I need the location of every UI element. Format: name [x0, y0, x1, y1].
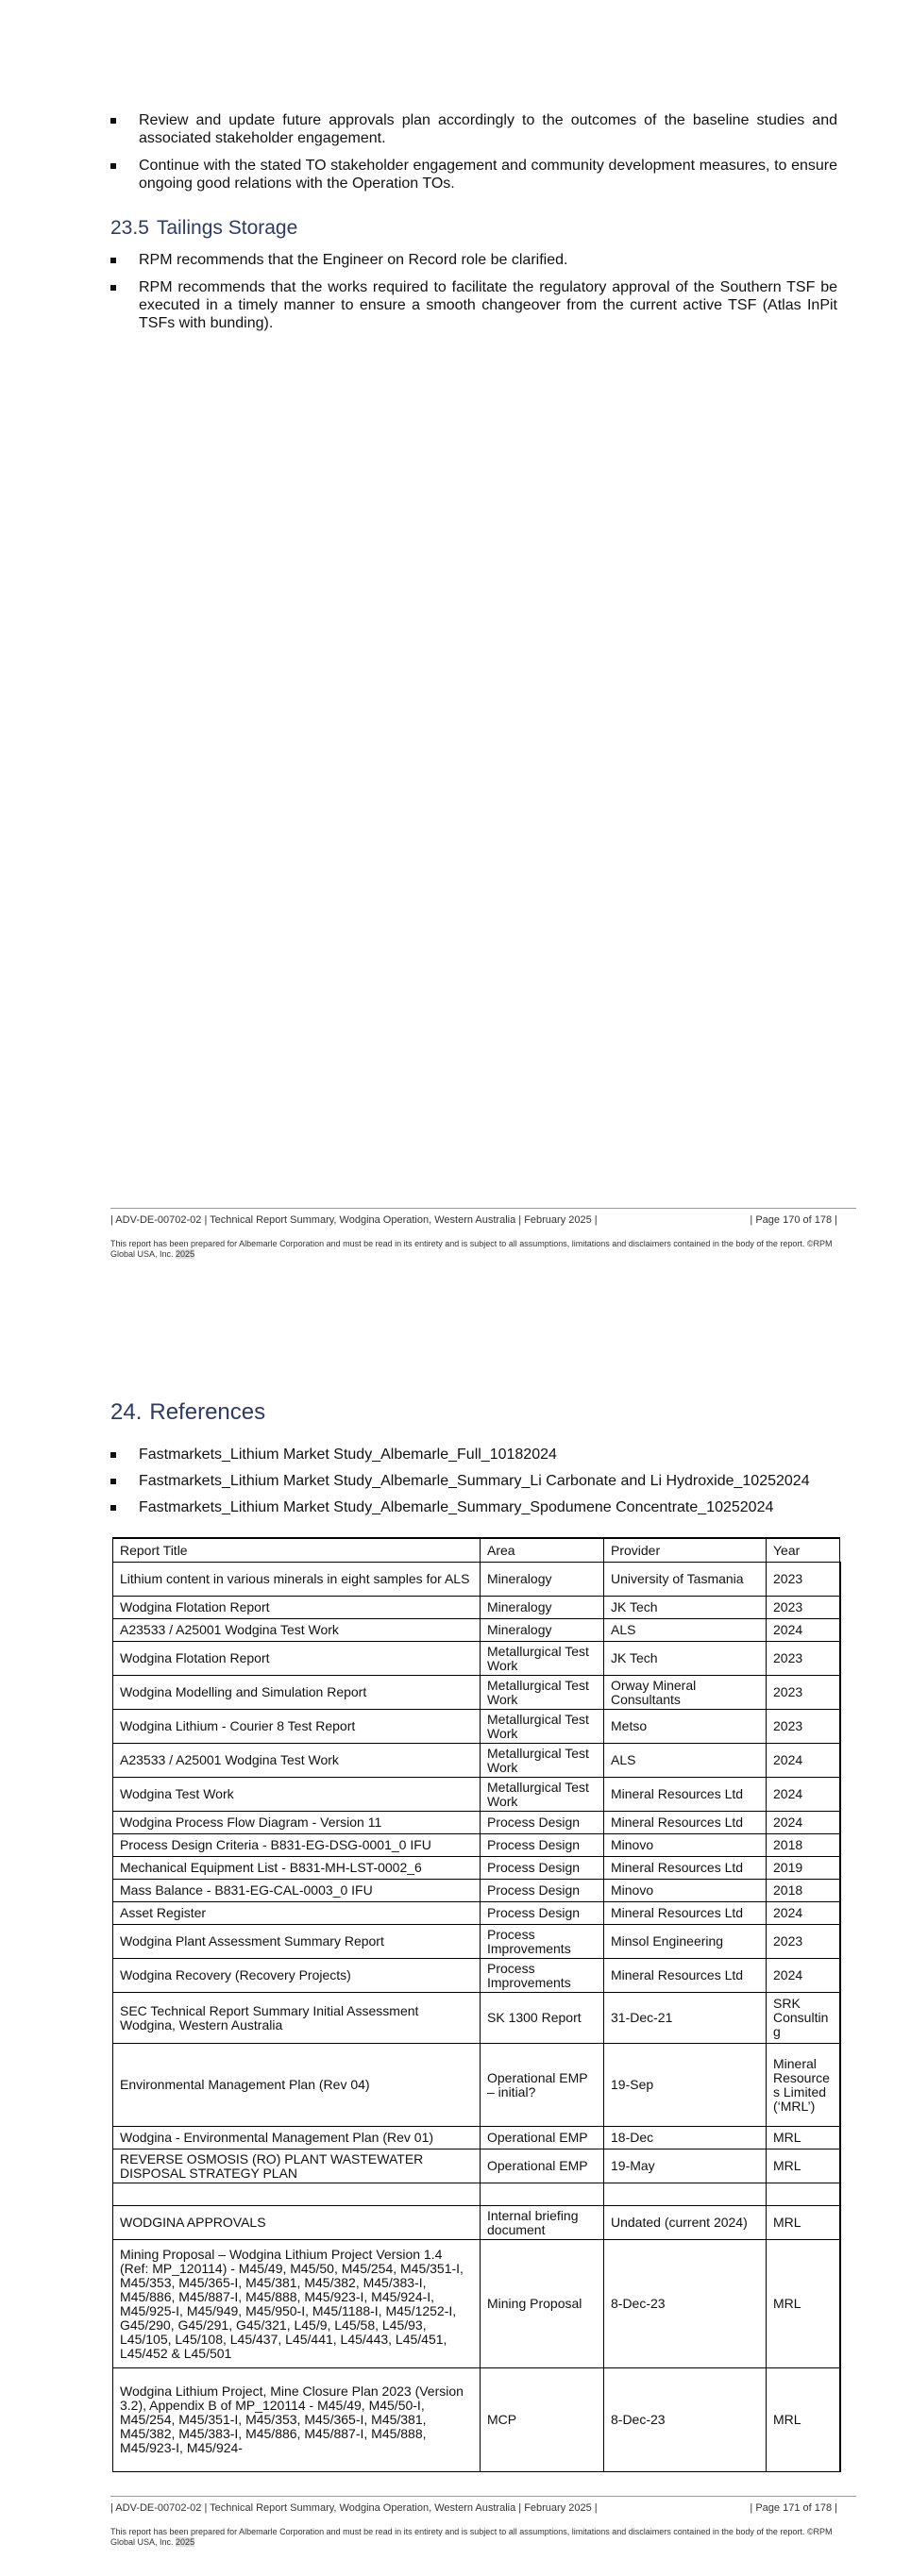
table-row	[113, 1619, 840, 1642]
cell-year: 2023	[767, 1710, 840, 1744]
cell-provider: ALS	[604, 1619, 767, 1642]
table-row	[113, 2240, 840, 2368]
table-row	[113, 1857, 840, 1880]
cell-report-title: Wodgina Lithium - Courier 8 Test Report	[113, 1710, 481, 1744]
cell-report-title: Wodgina Flotation Report	[113, 1597, 481, 1619]
cell-area: Mineralogy	[481, 1597, 604, 1619]
page-footer	[110, 1208, 856, 1260]
cell-year: 2018	[767, 1880, 840, 1902]
cell-provider: JK Tech	[604, 1642, 767, 1676]
bullet-item: Fastmarkets_Lithium Market Study_Albemarle_Full_10182024	[110, 1446, 837, 1464]
square-bullet-icon	[110, 163, 116, 169]
cell-area: Internal briefing document	[481, 2206, 604, 2240]
cell-area: Process Design	[481, 1902, 604, 1925]
footer-page-number: | Page 170 of 178 |	[750, 1214, 837, 1226]
cell-year: MRL	[767, 2368, 840, 2472]
footer-year: 2025	[176, 1249, 195, 1259]
cell-report-title: Wodgina Modelling and Simulation Report	[113, 1676, 481, 1710]
bullet-item: Fastmarkets_Lithium Market Study_Albemarle_Summary_Li Carbonate and Li Hydroxide_10252024	[110, 1472, 837, 1490]
cell-area: Process Improvements	[481, 1925, 604, 1959]
cell-year: MRL	[767, 2127, 840, 2149]
cell-report-title: Mining Proposal – Wodgina Lithium Project Version 1.4 (Ref: MP_120114) - M45/49, M45/50, M45/254, M45/351-I, M45/353, M45/365-I, M45/381, M45/382, M45/383-I, M45/886, M45/887-I, M45/888, M45/923-I, M45/924-I, M45/925-I, M45/949, M45/950-I, M45/1188-I, M45/1252-I, G45/290, G45/291, G45/321, L45/9, L45/58, L45/93, L45/105, L45/108, L45/437, L45/441, L45/443, L45/451, L45/452 & L45/501	[113, 2240, 481, 2368]
cell-report-title	[113, 2183, 481, 2206]
cell-area: MCP	[481, 2368, 604, 2472]
table-row	[113, 1812, 840, 1834]
bullet-item: Review and update future approvals plan accordingly to the outcomes of the baseline studies and associated stakeholder engagement.	[110, 111, 837, 147]
cell-area: Operational EMP	[481, 2127, 604, 2149]
square-bullet-icon	[110, 1505, 116, 1511]
cell-report-title: A23533 / A25001 Wodgina Test Work	[113, 1744, 481, 1778]
cell-year: 2023	[767, 1642, 840, 1676]
cell-provider: Mineral Resources Ltd	[604, 1902, 767, 1925]
table-row	[113, 1642, 840, 1676]
cell-provider: Metso	[604, 1710, 767, 1744]
approvals-bullet-list	[110, 111, 837, 202]
table-row	[113, 2149, 840, 2183]
bullet-item: Fastmarkets_Lithium Market Study_Albemarle_Summary_Spodumene Concentrate_10252024	[110, 1498, 837, 1516]
cell-report-title: Process Design Criteria - B831-EG-DSG-0001_0 IFU	[113, 1834, 481, 1857]
cell-provider: Mineral Resources Ltd	[604, 1778, 767, 1812]
column-header-report-title: Report Title	[113, 1538, 481, 1563]
cell-year: 2024	[767, 1744, 840, 1778]
square-bullet-icon	[110, 1479, 116, 1484]
table-row	[113, 1834, 840, 1857]
table-row	[113, 1710, 840, 1744]
cell-year: 2023	[767, 1925, 840, 1959]
cell-provider: 8-Dec-23	[604, 2368, 767, 2472]
cell-provider: Orway Mineral Consultants	[604, 1676, 767, 1710]
cell-year: 2018	[767, 1834, 840, 1857]
cell-area: Mining Proposal	[481, 2240, 604, 2368]
cell-area: Metallurgical Test Work	[481, 1744, 604, 1778]
cell-provider: 19-May	[604, 2149, 767, 2183]
cell-area	[481, 2183, 604, 2206]
cell-report-title: Wodgina Test Work	[113, 1778, 481, 1812]
cell-report-title: Mass Balance - B831-EG-CAL-0003_0 IFU	[113, 1880, 481, 1902]
table-row	[113, 1880, 840, 1902]
section-heading-references: 24. References	[110, 1399, 266, 1425]
cell-area: Metallurgical Test Work	[481, 1710, 604, 1744]
cell-area: Process Design	[481, 1880, 604, 1902]
column-header-area: Area	[481, 1538, 604, 1563]
cell-area: Process Design	[481, 1834, 604, 1857]
cell-area: Operational EMP	[481, 2149, 604, 2183]
cell-area: SK 1300 Report	[481, 1993, 604, 2044]
footer-document-info: | ADV-DE-00702-02 | Technical Report Summary, Wodgina Operation, Western Australia | February 2025 |	[110, 2502, 598, 2514]
cell-provider: 8-Dec-23	[604, 2240, 767, 2368]
column-header-year: Year	[767, 1538, 840, 1563]
cell-report-title: Lithium content in various minerals in eight samples for ALS	[113, 1563, 481, 1597]
square-bullet-icon	[110, 118, 116, 124]
footer-divider	[110, 2496, 856, 2497]
table-row	[113, 2206, 840, 2240]
bullet-item: RPM recommends that the Engineer on Record role be clarified.	[110, 251, 837, 269]
cell-provider: Mineral Resources Ltd	[604, 1812, 767, 1834]
cell-area: Metallurgical Test Work	[481, 1642, 604, 1676]
page-footer	[110, 2496, 856, 2548]
tailings-bullet-list	[110, 251, 837, 342]
table-row	[113, 2368, 840, 2472]
footer-disclaimer: This report has been prepared for Albemarle Corporation and must be read in its entirety and is subject to all assumptions, limitations and disclaimers contained in the body of the report. ©RPM Global USA, Inc. 2025	[110, 1239, 833, 1259]
table-row	[113, 2183, 840, 2206]
cell-year	[767, 2183, 840, 2206]
cell-year: 2019	[767, 1857, 840, 1880]
cell-provider: Minsol Engineering	[604, 1925, 767, 1959]
cell-provider	[604, 2183, 767, 2206]
table-row	[113, 1925, 840, 1959]
cell-provider: JK Tech	[604, 1597, 767, 1619]
cell-year: 2024	[767, 1812, 840, 1834]
table-row	[113, 1778, 840, 1812]
cell-report-title: SEC Technical Report Summary Initial Assessment Wodgina, Western Australia	[113, 1993, 481, 2044]
cell-year: 2024	[767, 1902, 840, 1925]
cell-report-title: WODGINA APPROVALS	[113, 2206, 481, 2240]
table-row	[113, 2044, 840, 2127]
table-row	[113, 1744, 840, 1778]
cell-year: 2024	[767, 1619, 840, 1642]
cell-provider: Mineral Resources Ltd	[604, 1959, 767, 1993]
cell-area: Operational EMP – initial?	[481, 2044, 604, 2127]
cell-report-title: REVERSE OSMOSIS (RO) PLANT WASTEWATER DISPOSAL STRATEGY PLAN	[113, 2149, 481, 2183]
table-row	[113, 1597, 840, 1619]
square-bullet-icon	[110, 285, 116, 291]
cell-area: Mineralogy	[481, 1619, 604, 1642]
cell-report-title: Mechanical Equipment List - B831-MH-LST-0002_6	[113, 1857, 481, 1880]
cell-provider: 18-Dec	[604, 2127, 767, 2149]
references-table	[112, 1537, 841, 2472]
cell-area: Metallurgical Test Work	[481, 1676, 604, 1710]
cell-area: Process Design	[481, 1812, 604, 1834]
table-row	[113, 1959, 840, 1993]
footer-year: 2025	[176, 2537, 195, 2547]
cell-provider: Minovo	[604, 1834, 767, 1857]
cell-provider: University of Tasmania	[604, 1563, 767, 1597]
cell-report-title: Environmental Management Plan (Rev 04)	[113, 2044, 481, 2127]
cell-year: SRK Consulting	[767, 1993, 840, 2044]
cell-year: 2023	[767, 1676, 840, 1710]
table-row	[113, 1993, 840, 2044]
square-bullet-icon	[110, 258, 116, 263]
bullet-item: Continue with the stated TO stakeholder engagement and community development measures, to ensure ongoing good relations with the Operation TOs.	[110, 157, 837, 192]
cell-report-title: Wodgina Recovery (Recovery Projects)	[113, 1959, 481, 1993]
cell-year: 2023	[767, 1597, 840, 1619]
cell-provider: Minovo	[604, 1880, 767, 1902]
footer-document-info: | ADV-DE-00702-02 | Technical Report Summary, Wodgina Operation, Western Australia | February 2025 |	[110, 1214, 598, 1226]
cell-report-title: Asset Register	[113, 1902, 481, 1925]
cell-provider: 31-Dec-21	[604, 1993, 767, 2044]
cell-report-title: Wodgina Process Flow Diagram - Version 11	[113, 1812, 481, 1834]
cell-report-title: Wodgina Flotation Report	[113, 1642, 481, 1676]
table-row	[113, 1563, 840, 1597]
table-row	[113, 1676, 840, 1710]
cell-year: MRL	[767, 2240, 840, 2368]
cell-area: Process Improvements	[481, 1959, 604, 1993]
column-header-provider: Provider	[604, 1538, 767, 1563]
cell-year: 2024	[767, 1959, 840, 1993]
section-heading-tailings-storage: 23.5 Tailings Storage	[110, 217, 298, 239]
footer-page-number: | Page 171 of 178 |	[750, 2502, 837, 2514]
table-row	[113, 1902, 840, 1925]
cell-year: 2023	[767, 1563, 840, 1597]
footer-divider	[110, 1208, 856, 1209]
cell-report-title: A23533 / A25001 Wodgina Test Work	[113, 1619, 481, 1642]
cell-year: 2024	[767, 1778, 840, 1812]
cell-report-title: Wodgina - Environmental Management Plan (Rev 01)	[113, 2127, 481, 2149]
footer-disclaimer: This report has been prepared for Albemarle Corporation and must be read in its entirety and is subject to all assumptions, limitations and disclaimers contained in the body of the report. ©RPM Global USA, Inc. 2025	[110, 2527, 833, 2547]
cell-report-title: Wodgina Plant Assessment Summary Report	[113, 1925, 481, 1959]
cell-area: Mineralogy	[481, 1563, 604, 1597]
cell-area: Process Design	[481, 1857, 604, 1880]
cell-area: Metallurgical Test Work	[481, 1778, 604, 1812]
references-table-body	[113, 1563, 840, 2472]
cell-provider: Mineral Resources Ltd	[604, 1857, 767, 1880]
cell-year: Mineral Resources Limited (‘MRL’)	[767, 2044, 840, 2127]
cell-year: MRL	[767, 2149, 840, 2183]
bullet-item: RPM recommends that the works required to facilitate the regulatory approval of the Southern TSF be executed in a timely manner to ensure a smooth changeover from the current active TSF (Atlas InPit TSFs with bunding).	[110, 278, 837, 332]
cell-provider: Undated (current 2024)	[604, 2206, 767, 2240]
table-row	[113, 2127, 840, 2149]
cell-year: MRL	[767, 2206, 840, 2240]
references-bullet-list	[110, 1446, 837, 1525]
cell-provider: 19-Sep	[604, 2044, 767, 2127]
cell-provider: ALS	[604, 1744, 767, 1778]
square-bullet-icon	[110, 1452, 116, 1458]
cell-report-title: Wodgina Lithium Project, Mine Closure Plan 2023 (Version 3.2), Appendix B of MP_120114 - M45/49, M45/50-I, M45/254, M45/351-I, M45/353, M45/365-I, M45/381, M45/382, M45/383-I, M45/886, M45/887-I, M45/888, M45/923-I, M45/924-	[113, 2368, 481, 2472]
table-header-row	[113, 1538, 840, 1563]
